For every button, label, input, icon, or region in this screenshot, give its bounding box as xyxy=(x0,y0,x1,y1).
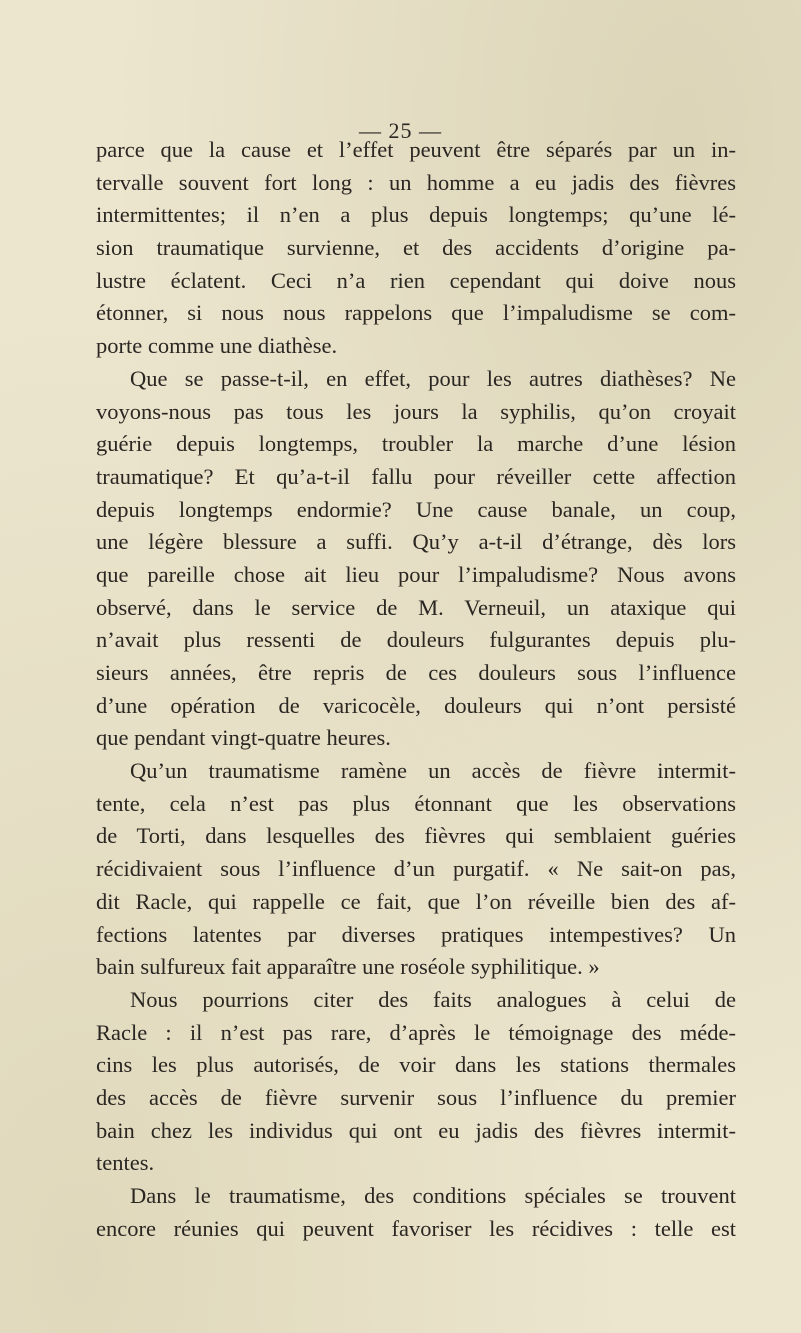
text-line: bain chez les individus qui ont eu jadis des fièvres intermit- xyxy=(96,1117,736,1143)
text-line: que pareille chose ait lieu pour l’impaludisme? Nous avons xyxy=(96,561,736,587)
text-line: dit Racle, qui rappelle ce fait, que l’on réveille bien des af- xyxy=(96,888,736,914)
text-line: cins les plus autorisés, de voir dans les stations thermales xyxy=(96,1052,736,1078)
text-line: fections latentes par diverses pratiques intempestives? Un xyxy=(96,921,736,947)
text-line: parce que la cause et l’effet peuvent être séparés par un in- xyxy=(96,137,736,162)
text-line: lustre éclatent. Ceci n’a rien cependant qui doive nous xyxy=(96,267,736,293)
text-line: Nous pourrions citer des faits analogues à celui de xyxy=(130,986,736,1012)
text-line: d’une opération de varicocèle, douleurs qui n’ont persisté xyxy=(96,692,736,718)
text-line: depuis longtemps endormie? Une cause banale, un coup, xyxy=(96,496,736,522)
text-line: bain sulfureux fait apparaître une roséole syphilitique. » xyxy=(96,954,600,980)
text-line: voyons-nous pas tous les jours la syphilis, qu’on croyait xyxy=(96,398,736,424)
text-line: Qu’un traumatisme ramène un accès de fièvre intermit- xyxy=(130,758,736,784)
text-line: traumatique? Et qu’a-t-il fallu pour réveiller cette affection xyxy=(96,463,736,489)
page-number: — 25 — xyxy=(359,118,442,143)
text-line: récidivaient sous l’influence d’un purgatif. « Ne sait-on pas, xyxy=(96,856,736,882)
body-text xyxy=(96,134,736,1245)
text-line: étonner, si nous nous rappelons que l’impaludisme se com- xyxy=(96,300,736,326)
text-line: Dans le traumatisme, des conditions spéciales se trouvent xyxy=(130,1183,736,1208)
text-line: sion traumatique survienne, et des accidents d’origine pa- xyxy=(96,235,736,261)
text-line: observé, dans le service de M. Verneuil, un ataxique qui xyxy=(96,594,736,620)
text-line: n’avait plus ressenti de douleurs fulgurantes depuis plu- xyxy=(96,627,736,653)
text-line: des accès de fièvre survenir sous l’influence du premier xyxy=(96,1084,736,1110)
text-line: de Torti, dans lesquelles des fièvres qui semblaient guéries xyxy=(96,823,736,849)
text-line: tentes. xyxy=(96,1150,155,1176)
text-line: intermittentes; il n’en a plus depuis longtemps; qu’une lé- xyxy=(96,202,736,228)
text-line: une légère blessure a suffi. Qu’y a-t-il d’étrange, dès lors xyxy=(96,529,736,555)
text-line: guérie depuis longtemps, troubler la marche d’une lésion xyxy=(96,431,736,457)
text-line: sieurs années, être repris de ces douleurs sous l’influence xyxy=(96,660,736,685)
text-line: tervalle souvent fort long : un homme a eu jadis des fièvres xyxy=(96,169,736,195)
text-line: Que se passe-t-il, en effet, pour les autres diathèses? Ne xyxy=(130,365,736,391)
text-line: Racle : il n’est pas rare, d’après le témoignage des méde- xyxy=(96,1019,736,1045)
text-line: porte comme une diathèse. xyxy=(96,333,338,359)
text-line: encore réunies qui peuvent favoriser les récidives : telle est xyxy=(96,1215,736,1241)
text-line: que pendant vingt-quatre heures. xyxy=(96,725,391,751)
text-line: tente, cela n’est pas plus étonnant que les observations xyxy=(96,790,736,816)
